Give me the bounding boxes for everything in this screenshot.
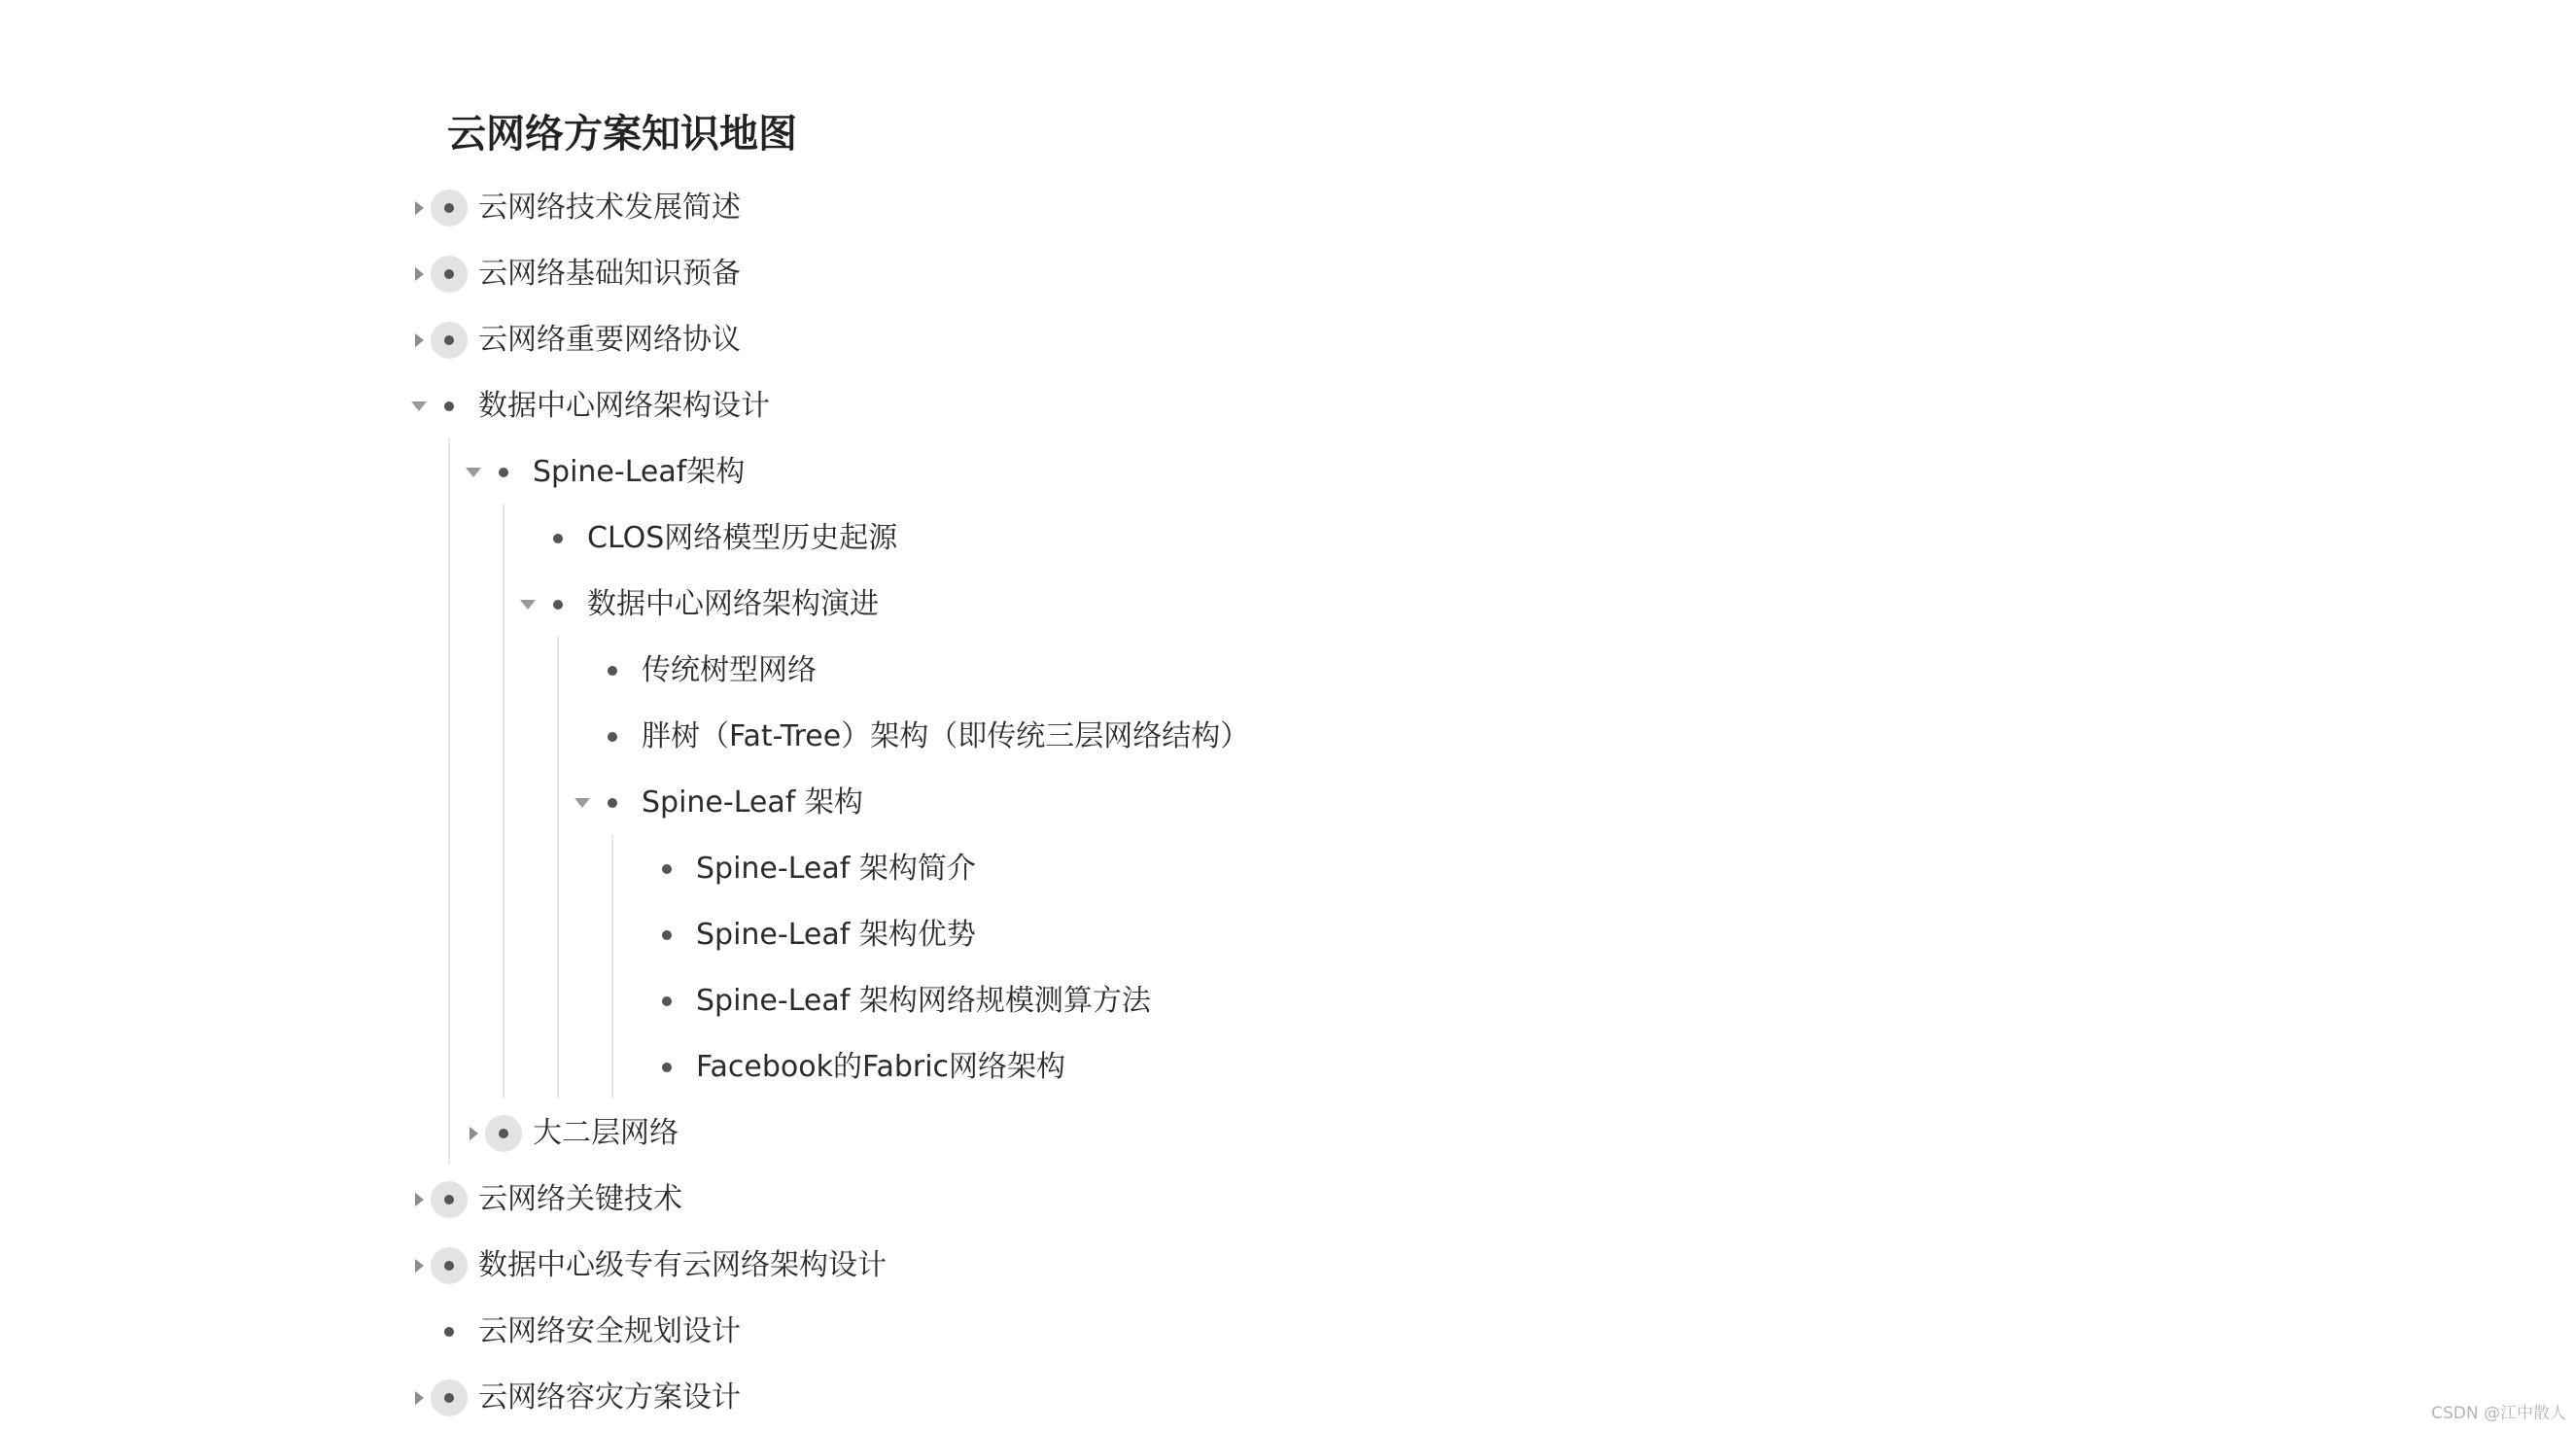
outline-row[interactable]	[0, 1104, 2576, 1163]
outline-item-label[interactable]: 云网络基础知识预备	[478, 257, 741, 291]
caret-shape	[574, 798, 590, 808]
bullet-dot	[608, 798, 617, 808]
outline-item-label[interactable]: Spine-Leaf 架构网络规模测算方法	[696, 984, 1151, 1018]
outline-item-label[interactable]: 胖树（Fat-Tree）架构（即传统三层网络结构）	[642, 719, 1250, 753]
caret-right-icon[interactable]	[406, 1385, 432, 1411]
indent-guide-line	[503, 504, 505, 1099]
bullet-dot	[444, 1261, 454, 1271]
bullet-dot-icon[interactable]	[485, 454, 522, 491]
outline-item-label[interactable]: 大二层网络	[533, 1116, 679, 1150]
caret-right-icon[interactable]	[406, 195, 432, 221]
outline-item-label[interactable]: 云网络关键技术	[478, 1182, 682, 1216]
bullet-dot-icon[interactable]	[648, 1049, 685, 1086]
caret-shape	[415, 1391, 424, 1405]
outline-item-label[interactable]: 云网络技术发展简述	[478, 191, 741, 225]
bullet-dot-icon[interactable]	[540, 520, 576, 557]
bullet-dot-icon[interactable]	[431, 1313, 468, 1350]
bullet-dot	[444, 401, 454, 411]
caret-shape	[411, 401, 427, 411]
bullet-dot	[499, 468, 508, 477]
caret-right-icon[interactable]	[406, 1187, 432, 1212]
caret-down-icon[interactable]	[461, 460, 486, 485]
bullet-dot-icon[interactable]	[594, 718, 631, 755]
bullet-dot	[662, 996, 672, 1006]
outline-item-label[interactable]: Spine-Leaf 架构	[642, 785, 863, 820]
outline-row[interactable]	[0, 1303, 2576, 1361]
bullet-dot-icon[interactable]	[594, 785, 631, 821]
caret-right-icon[interactable]	[406, 328, 432, 353]
outline-row[interactable]	[0, 840, 2576, 898]
caret-shape	[470, 1127, 478, 1140]
outline-item-label[interactable]: 数据中心网络架构演进	[587, 587, 879, 621]
caret-shape	[415, 201, 424, 215]
bullet-dot	[662, 864, 672, 874]
bullet-dot-icon[interactable]	[431, 1379, 468, 1416]
bullet-dot	[444, 1195, 454, 1204]
bullet-dot-icon[interactable]	[431, 190, 468, 227]
bullet-dot-icon[interactable]	[648, 983, 685, 1020]
outline-item-label[interactable]: CLOS网络模型历史起源	[587, 521, 898, 555]
outline-item-label[interactable]: 数据中心网络架构设计	[478, 389, 770, 423]
outline-item-label[interactable]: Spine-Leaf 架构优势	[696, 918, 976, 952]
caret-down-icon[interactable]	[515, 592, 540, 617]
outline-item-label[interactable]: Facebook的Fabric网络架构	[696, 1050, 1066, 1084]
outline-row[interactable]	[0, 245, 2576, 303]
bullet-dot-icon[interactable]	[485, 1115, 522, 1152]
outline-row[interactable]	[0, 311, 2576, 369]
outline-row[interactable]	[0, 972, 2576, 1030]
bullet-dot	[662, 1063, 672, 1072]
outline-item-label[interactable]: 数据中心级专有云网络架构设计	[478, 1248, 887, 1282]
bullet-dot	[608, 732, 617, 742]
caret-shape	[415, 1259, 424, 1273]
bullet-dot-icon[interactable]	[540, 586, 576, 623]
indent-guide-line	[448, 437, 450, 1165]
bullet-dot-icon[interactable]	[431, 256, 468, 293]
caret-shape	[415, 333, 424, 347]
bullet-dot	[444, 203, 454, 213]
caret-down-icon[interactable]	[570, 790, 595, 816]
outline-item-label[interactable]: 云网络安全规划设计	[478, 1314, 741, 1348]
indent-guide-line	[611, 834, 613, 1099]
caret-right-icon[interactable]	[406, 1253, 432, 1278]
bullet-dot	[444, 1393, 454, 1403]
bullet-dot	[444, 269, 454, 279]
bullet-dot-icon[interactable]	[431, 1181, 468, 1218]
bullet-dot-icon[interactable]	[431, 388, 468, 425]
caret-shape	[415, 1193, 424, 1206]
bullet-dot	[444, 1327, 454, 1337]
caret-shape	[520, 600, 536, 610]
outline-row[interactable]	[0, 443, 2576, 502]
outline-row[interactable]	[0, 1038, 2576, 1097]
outline-item-label[interactable]: 传统树型网络	[642, 653, 817, 687]
outline-row[interactable]	[0, 906, 2576, 964]
outline-row[interactable]	[0, 1170, 2576, 1229]
indent-guide-line	[557, 636, 559, 1099]
outline-row[interactable]	[0, 1237, 2576, 1295]
caret-shape	[466, 468, 481, 477]
outline-row[interactable]	[0, 509, 2576, 568]
outline-row[interactable]	[0, 576, 2576, 634]
outline-item-label[interactable]: 云网络容灾方案设计	[478, 1380, 741, 1414]
outline-row[interactable]	[0, 708, 2576, 766]
page-title: 云网络方案知识地图	[447, 112, 797, 157]
outline-item-label[interactable]: 云网络重要网络协议	[478, 323, 741, 357]
caret-shape	[415, 267, 424, 281]
bullet-dot	[553, 534, 563, 543]
bullet-dot-icon[interactable]	[594, 652, 631, 689]
bullet-dot-icon[interactable]	[648, 851, 685, 888]
bullet-dot	[553, 600, 563, 610]
bullet-dot	[662, 930, 672, 940]
bullet-dot-icon[interactable]	[431, 322, 468, 359]
outline-item-label[interactable]: Spine-Leaf 架构简介	[696, 852, 976, 886]
caret-right-icon[interactable]	[406, 262, 432, 287]
bullet-dot	[444, 335, 454, 345]
caret-right-icon[interactable]	[461, 1121, 486, 1146]
caret-down-icon[interactable]	[406, 394, 432, 419]
outline-row[interactable]	[0, 377, 2576, 436]
bullet-dot-icon[interactable]	[648, 917, 685, 954]
outline-row[interactable]	[0, 179, 2576, 237]
outline-row[interactable]	[0, 774, 2576, 832]
outline-row[interactable]	[0, 642, 2576, 700]
bullet-dot	[499, 1129, 508, 1138]
bullet-dot	[608, 666, 617, 676]
outline-item-label[interactable]: Spine-Leaf架构	[533, 455, 746, 489]
outline-row[interactable]	[0, 1369, 2576, 1427]
watermark: CSDN @江中散人	[2431, 1404, 2566, 1423]
bullet-dot-icon[interactable]	[431, 1247, 468, 1284]
